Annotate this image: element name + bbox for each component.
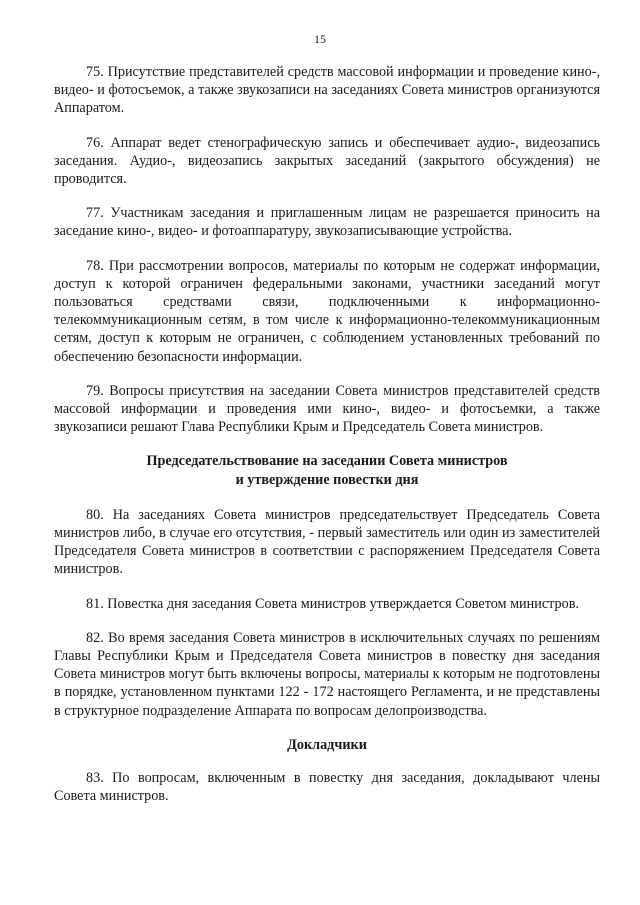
paragraph-76: 76. Аппарат ведет стенографическую запись и обеспечивает аудио-, видеозапись заседания. Аудио-, видеозапись закрытых заседаний (закрытого обсуждения) не проводится. (54, 134, 600, 188)
paragraph-75: 75. Присутствие представителей средств массовой информации и проведение кино-, видео- и фотосъемок, а также звукозаписи на заседаниях Совета министров организуются Аппаратом. (54, 64, 600, 117)
paragraph-82: 82. Во время заседания Совета министров в исключительных случаях по решениям Главы Республики Крым и Председателя Совета министров в повестку дня заседания Совета министров могут быть включены вопросы, материалы к которым не подготовлены в порядке, установленном пунктами 122 - 172 настоящего Регламента, и не представлены в структурное подразделение Аппарата по вопросам делопроизводства. (54, 629, 600, 719)
paragraph-77: 77. Участникам заседания и приглашенным лицам не разрешается приносить на заседание кино-, видео- и фотоаппаратуру, звукозаписывающие устройства. (54, 205, 600, 240)
paragraph-79: 79. Вопросы присутствия на заседании Совета министров представителей средств массовой информации и проведения ими кино-, видео- и фотосъемки, а также звукозаписи решают Глава Республики Крым и Председатель Совета министров. (54, 382, 600, 436)
paragraph-78: 78. При рассмотрении вопросов, материалы по которым не содержат информации, доступ к которой ограничен федеральными законами, участники заседаний могут пользоваться средствами связи, подключенными к информационно-телекоммуникационным сетям, в том числе к информационно-телекоммуникационным сетям, доступ к которым не ограничен, с соблюдением установленных требований по обеспечению безопасности информации. (54, 257, 600, 365)
page-number: 15 (314, 32, 326, 46)
section-heading-speakers: Докладчики (287, 736, 367, 753)
paragraph-81: 81. Повестка дня заседания Совета министров утверждается Советом министров. (86, 595, 579, 612)
section-heading-chairing-line-1: Председательствование на заседании Совета министров (146, 453, 508, 470)
document-body (54, 63, 600, 822)
paragraph-83: 83. По вопросам, включенным в повестку дня заседания, докладывают члены Совета министров. (54, 770, 600, 805)
section-heading-chairing-line-2: и утверждение повестки дня (235, 471, 419, 488)
paragraph-80: 80. На заседаниях Совета министров председательствует Председатель Совета министров либо, в случае его отсутствия, - первый заместитель или один из заместителей Председателя Совета министров в соответствии с распоряжением Председателя Совета министров. (54, 506, 600, 578)
section-heading-chairing (54, 452, 600, 488)
